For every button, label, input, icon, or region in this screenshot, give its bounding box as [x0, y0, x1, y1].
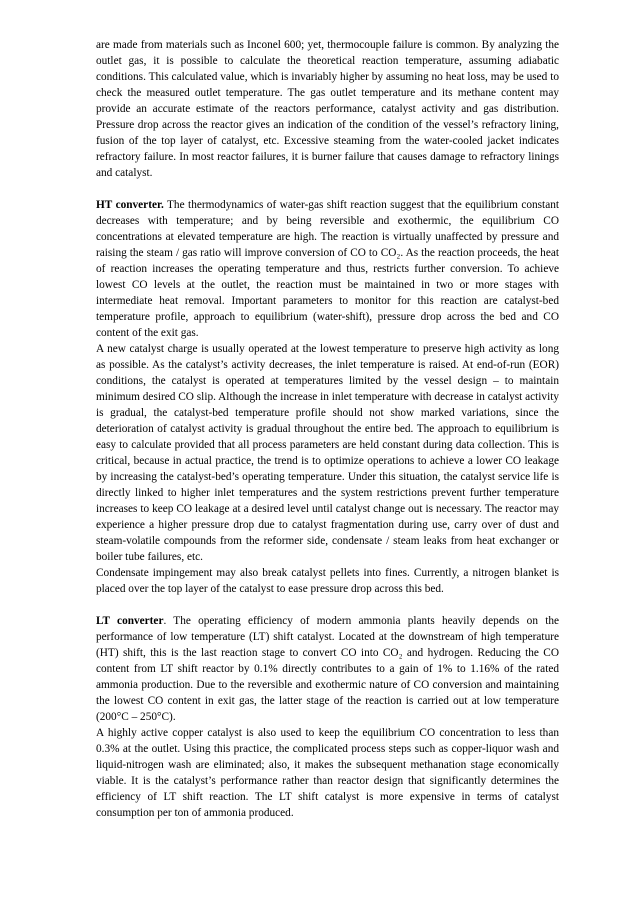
paragraph-gap: [96, 181, 559, 197]
paragraph-text: A highly active copper catalyst is also used to keep the equilibrium CO concentration to less than 0.3% at the outlet. Using this practice, the complicated process steps such as copper-liquor wash and liquid-nitrogen wash are eliminated; also, it makes the subsequent methanation stage economically viable. It is the catalyst’s performance rather than reactor design that significantly determines the efficiency of LT shift reaction. The LT shift catalyst is more expensive in terms of catalyst consumption per ton of ammonia produced.: [96, 727, 559, 819]
paragraph-copper-catalyst: [96, 725, 559, 821]
paragraph-gap: [96, 597, 559, 613]
paragraph-lt-converter: [96, 613, 559, 725]
paragraph-condensate: [96, 565, 559, 597]
paragraph-text: Condensate impingement may also break catalyst pellets into fines. Currently, a nitrogen blanket is placed over the top layer of the catalyst to ease pressure drop across this bed.: [96, 567, 559, 595]
paragraph-text: are made from materials such as Inconel 600; yet, thermocouple failure is common. By analyzing the outlet gas, it is possible to calculate the theoretical reaction temperature, assuming adiabatic conditions. This calculated value, which is invariably higher by assuming no heat loss, may be used to check the measured outlet temperature. The gas outlet temperature and its methane content may provide an accurate estimate of the reactors performance, catalyst activity and gas distribution. Pressure drop across the reactor gives an indication of the condition of the vessel’s refractory lining, fusion of the top layer of catalyst, etc. Excessive steaming from the water-cooled jacket indicates refractory failure. In most reactor failures, it is burner failure that causes damage to refractory linings and catalyst.: [96, 39, 559, 179]
paragraph-text: The thermodynamics of water-gas shift reaction suggest that the equilibrium constant decreases with temperature; and by being reversible and exothermic, the equilibrium CO concentrations at elevated temperature are high. The reaction is virtually unaffected by pressure and raising the steam / gas ratio will improve conversion of CO to CO₂. As the reaction proceeds, the heat of reaction increases the operating temperature and thus, restricts further conversion. To achieve lowest CO levels at the outlet, the reaction must be maintained in two or more stages with intermediate heat removal. Important parameters to monitor for this reaction are catalyst-bed temperature profile, approach to equilibrium (water-shift), pressure drop across the bed and CO content of the exit gas.: [96, 199, 559, 339]
paragraph-text: A new catalyst charge is usually operated at the lowest temperature to preserve high activity as long as possible. As the catalyst’s activity decreases, the inlet temperature is raised. At end-of-run (EOR) conditions, the catalyst is operated at temperatures limited by the vessel design – to maintain minimum desired CO slip. Although the increase in inlet temperature with decrease in catalyst activity is gradual, the catalyst-bed temperature profile should not show marked variations, since the deterioration of catalyst activity is gradual throughout the entire bed. The approach to equilibrium is easy to calculate provided that all process parameters are held constant during data collection. This is critical, because in actual practice, the trend is to optimize operations to achieve a lower CO leakage by increasing the catalyst-bed’s operating temperature. Under this situation, the catalyst service life is directly linked to higher inlet temperatures and the system restrictions prevent further temperature increases to keep CO leakage at a desired level until catalyst change out is necessary. The reactor may experience a higher pressure drop due to catalyst fragmentation during use, carry over of dust and steam-volatile compounds from the reformer side, condensate / steam leaks from heat exchanger or boiler tube failures, etc.: [96, 343, 559, 563]
paragraph-text: . The operating efficiency of modern ammonia plants heavily depends on the performance of low temperature (LT) shift catalyst. Located at the downstream of high temperature (HT) shift, this is the last reaction stage to convert CO into CO₂ and hydrogen. Reducing the CO content from LT shift reactor by 0.1% directly contributes to a gain of 1% to 1.16% of the rated ammonia production. Due to the reversible and exothermic nature of CO conversion and maintaining the lowest CO content in exit gas, the latter stage of the reaction is carried out at low temperature (200°C – 250°C).: [96, 615, 559, 723]
section-heading-ht-converter: HT converter.: [96, 199, 164, 211]
document-page: [96, 37, 559, 821]
paragraph-intro: [96, 37, 559, 181]
paragraph-ht-converter: [96, 197, 559, 341]
paragraph-new-catalyst: [96, 341, 559, 565]
section-heading-lt-converter: LT converter: [96, 615, 164, 627]
